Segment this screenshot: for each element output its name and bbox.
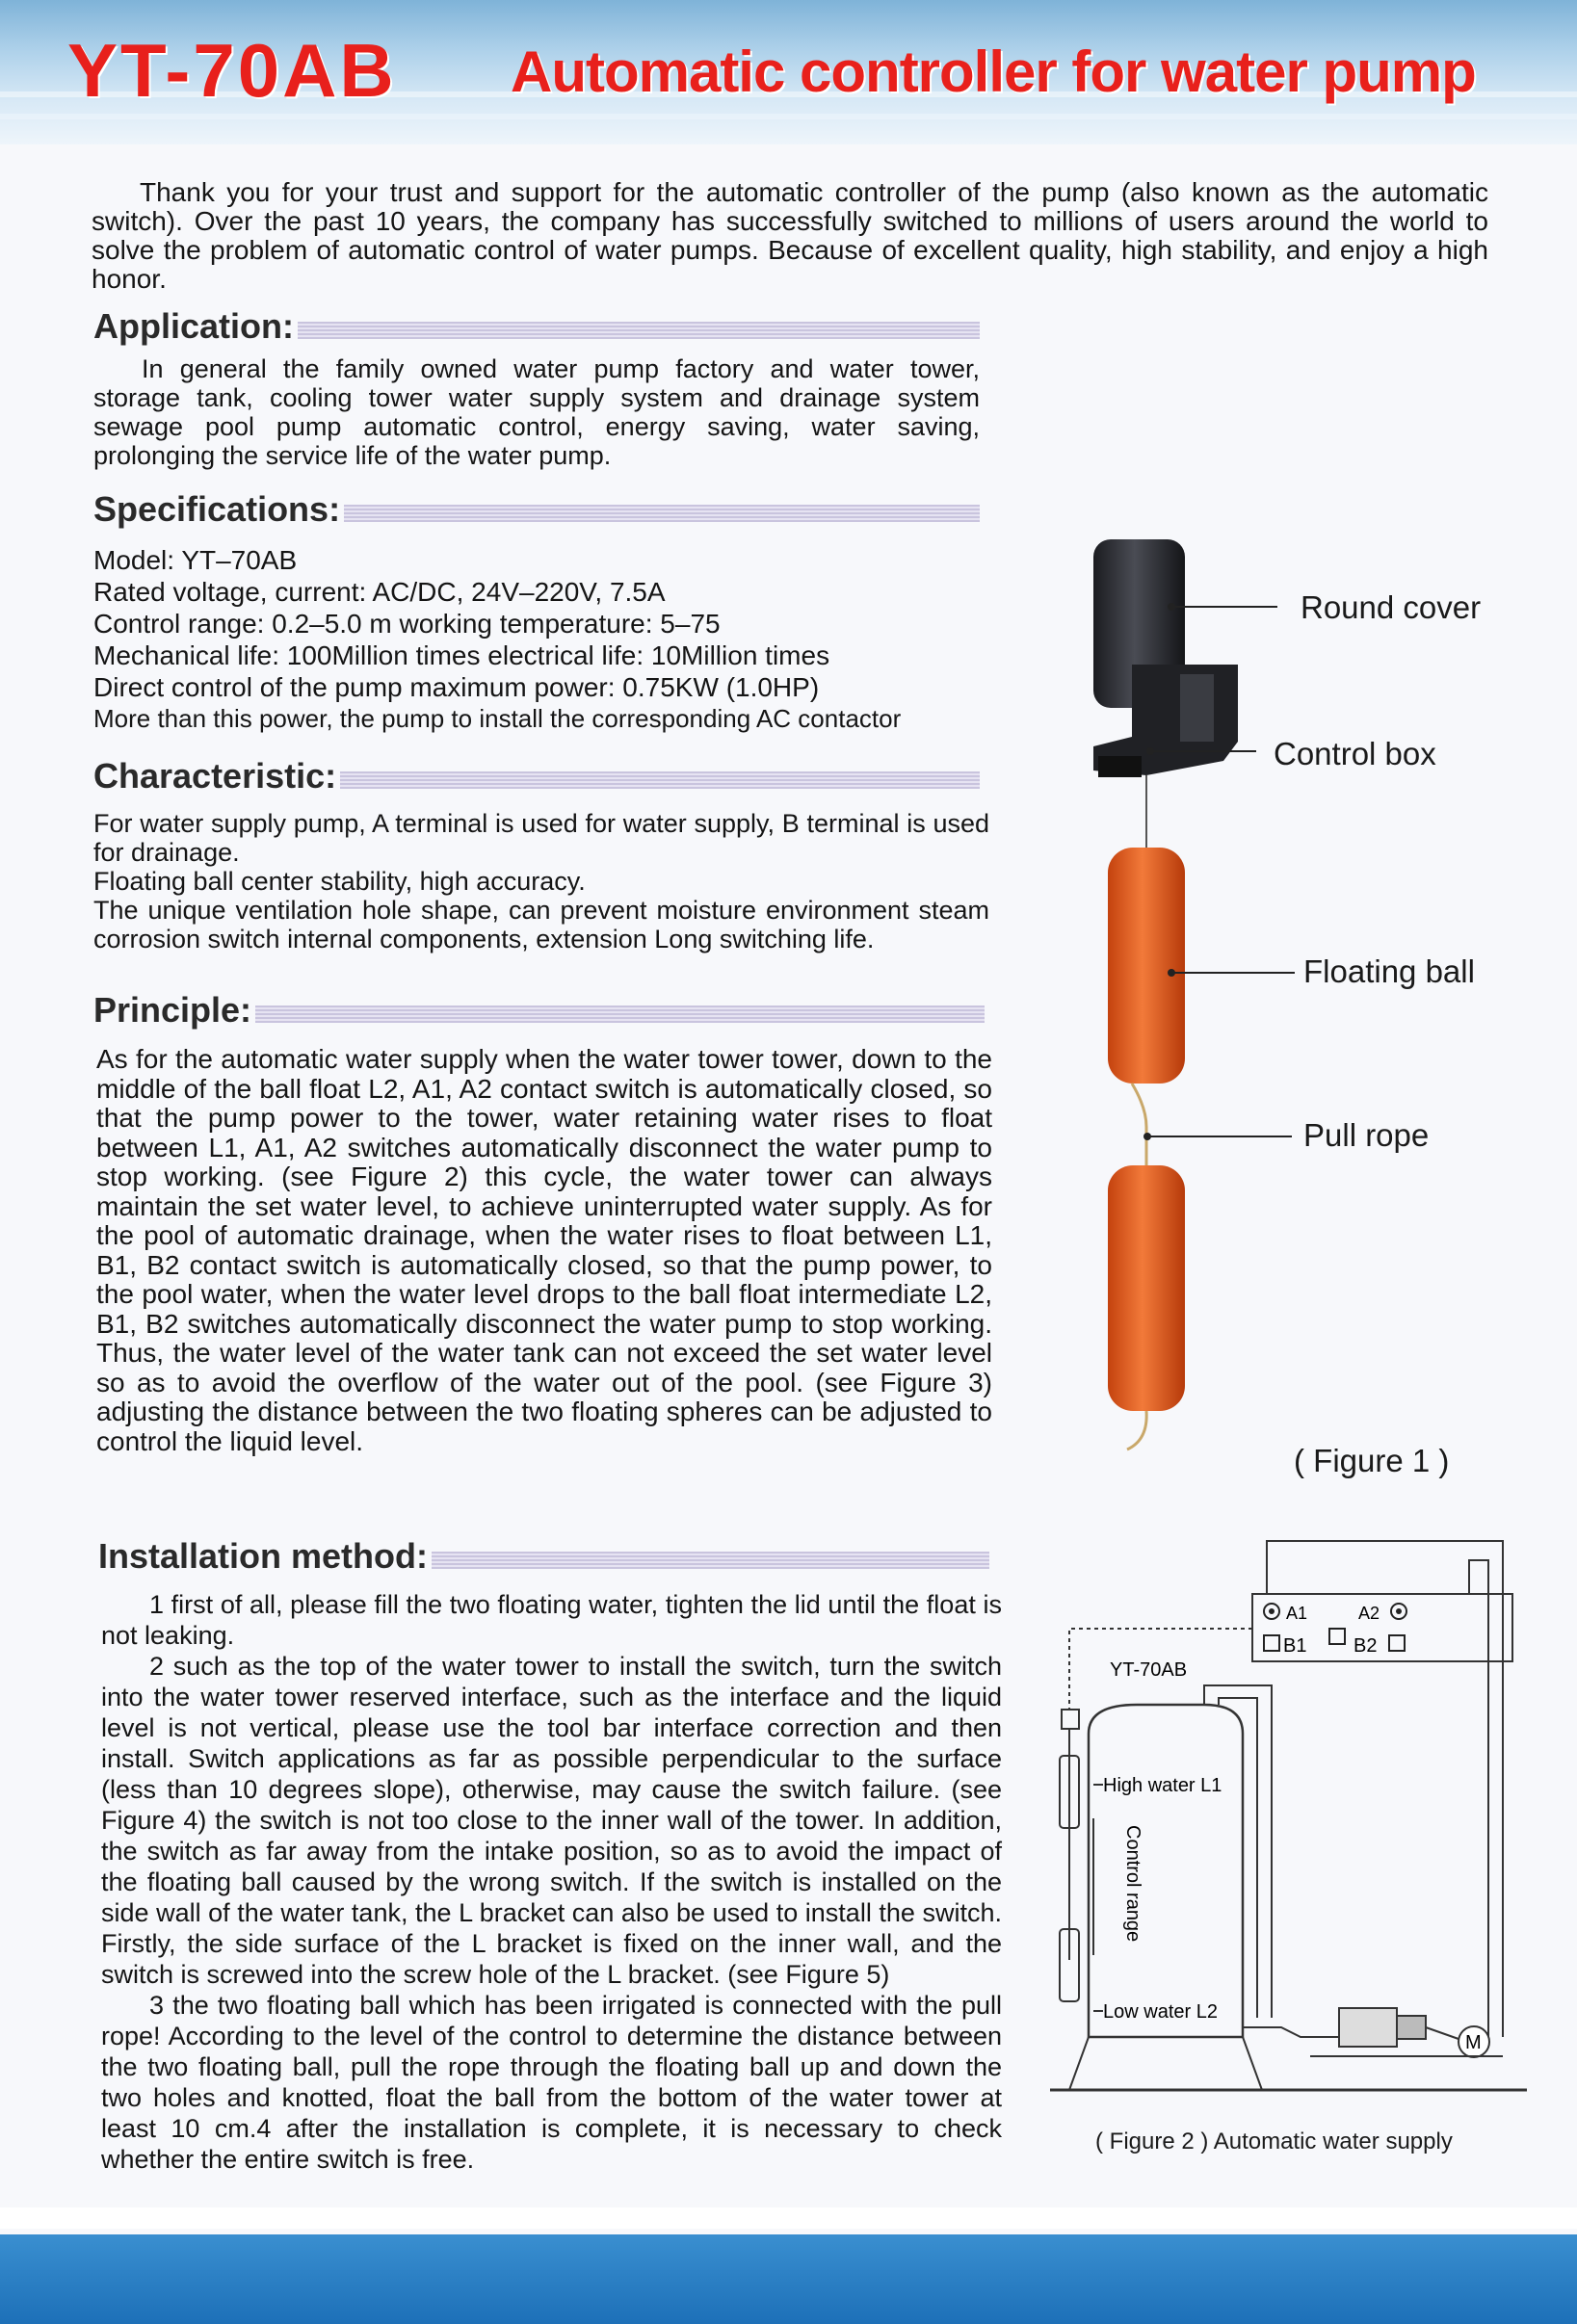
round-cover-label: Round cover: [1301, 589, 1482, 625]
callout-line: [1171, 606, 1277, 608]
figure-2-caption: ( Figure 2 ) Automatic water supply: [1095, 2128, 1453, 2154]
pull-rope-label: Pull rope: [1303, 1117, 1430, 1153]
characteristic-list: [93, 809, 989, 953]
specifications-heading-text: Specifications:: [93, 489, 344, 529]
terminal-b2: B2: [1354, 1635, 1378, 1657]
installation-step: 2 such as the top of the water tower to install the switch, turn the switch into the water tower reserved interface, such as the interface and the liquid level is not vertical, please use the tool bar interface correction and then install. Switch applications as far as possible perpendicular to the surface (less than 10 degrees slope), otherwise, may cause the switch failure. (see Figure 4) the switch is not too close to the inner wall of the tower. In addition, the switch as far away from the intake position, so as to avoid the impact of the floating ball caused by the wrong switch. If the switch is installed on the side wall of the water tank, the L bracket can also be used to install the switch. Firstly, the side surface of the L bracket is fixed on the inner wall, and the switch is screwed into the screw hole of the L bracket. (see Figure 5): [101, 1652, 1002, 1989]
spec-line: Control range: 0.2–5.0 m working temperature: 5–75: [93, 609, 721, 639]
terminal-a1: A1: [1286, 1604, 1308, 1623]
characteristic-heading: [93, 756, 980, 795]
switch-label: YT-70AB: [1110, 1659, 1188, 1681]
application-text: In general the family owned water pump factory and water tower, storage tank, cooling tower water supply system and drainage system sewage pool pump automatic control, energy saving, water saving, prolonging the service life of the water pump.: [93, 354, 980, 470]
pump: [1339, 2008, 1397, 2047]
characteristic-line: Floating ball center stability, high accuracy.: [93, 867, 586, 896]
footer-divider: [0, 2207, 1577, 2229]
installation-step: 3 the two floating ball which has been irrigated is connected with the pull rope! According to the level of the control to determine the distance between the two floating ball, pull the rope through the floating ball up and down the two holes and knotted, float the ball from the bottom of the water tower at least 10 cm.4 after the installation is complete, it is necessary to check whether the entire switch is free.: [101, 1991, 1002, 2174]
specifications-heading: [93, 489, 980, 528]
installation-steps: [101, 1589, 1002, 2175]
characteristic-heading-text: Characteristic:: [93, 756, 340, 796]
installation-step: 1 first of all, please fill the two floating water, tighten the lid until the float is not leaking.: [101, 1590, 1002, 1650]
characteristic-line: For water supply pump, A terminal is used for water supply, B terminal is used for drainage.: [93, 809, 989, 867]
characteristic-line: The unique ventilation hole shape, can prevent moisture environment steam corrosion switch internal components, extension Long switching life.: [93, 896, 989, 953]
callout-line: [1171, 972, 1295, 974]
upper-ball-shape: [1108, 848, 1185, 1084]
application-heading: [93, 306, 980, 345]
water-tank: [1089, 1705, 1243, 2037]
installation-heading-text: Installation method:: [98, 1536, 432, 1576]
spec-line: Model: YT–70AB: [93, 545, 298, 575]
terminal-a2: A2: [1358, 1604, 1380, 1623]
high-water-label: High water L1: [1103, 1775, 1222, 1796]
header-banner: [0, 0, 1577, 144]
principle-text: As for the automatic water supply when the water tower tower, down to the middle of the ball float L2, A1, A2 contact switch is automatically closed, so that the pump power to the tower, water retaining water rises to float between L1, A1, A2 switches automatically disconnect the water pump to stop working. (see Figure 2) this cycle, the water tower can always maintain the set water level, to achieve uninterrupted water supply. As for the pool of automatic drainage, when the water rises to float between L1, B1, B2 contact switch is automatically closed, so that the pump power, to the pool water, when the water level drops to the ball float intermediate L2, B1, B2 switches automatically disconnect the water pump to stop working. Thus, the water level of the water tank can not exceed the set water level so as to avoid the overflow of the water out of the pool. (see Figure 3) adjusting the distance between the two floating spheres can be adjusted to control the liquid level.: [96, 1044, 992, 1456]
principle-heading: [93, 990, 985, 1029]
model-title: YT-70AB: [67, 28, 397, 113]
spec-line: Direct control of the pump maximum power: 0.75KW (1.0HP): [93, 672, 820, 702]
principle-heading-text: Principle:: [93, 990, 255, 1030]
float-switch-illustration: [1079, 530, 1272, 1454]
floating-ball-label: Floating ball: [1303, 953, 1475, 989]
terminal-b1: B1: [1283, 1635, 1307, 1657]
callout-line: [1147, 1136, 1292, 1137]
water-supply-diagram: [1050, 1536, 1532, 2114]
spec-line: More than this power, the pump to install the corresponding AC contactor: [93, 704, 902, 733]
intro-paragraph: Thank you for your trust and support for the automatic controller of the pump (also known as the automatic switch). Over the past 10 years, the company has successfully switched to millions of users around the world to solve the problem of automatic control of water pumps. Because of excellent quality, high stability, and enjoy a high honor.: [92, 177, 1488, 294]
callout-line: [1150, 750, 1256, 752]
control-range-label: Control range: [1122, 1825, 1143, 1943]
spec-line: Rated voltage, current: AC/DC, 24V–220V, 7.5A: [93, 577, 666, 607]
control-box-label: Control box: [1274, 736, 1436, 771]
figure-1-caption: ( Figure 1 ): [1294, 1443, 1450, 1478]
installation-heading: [98, 1536, 989, 1575]
application-heading-text: Application:: [93, 306, 298, 346]
motor-label: M: [1465, 2032, 1482, 2053]
specifications-list: [93, 544, 999, 735]
lower-ball-shape: [1108, 1165, 1185, 1411]
spec-line: Mechanical life: 100Million times electrical life: 10Million times: [93, 640, 830, 670]
low-water-label: Low water L2: [1103, 2001, 1218, 2023]
page-title: Automatic controller for water pump: [511, 39, 1476, 104]
footer-band: [0, 2234, 1577, 2324]
